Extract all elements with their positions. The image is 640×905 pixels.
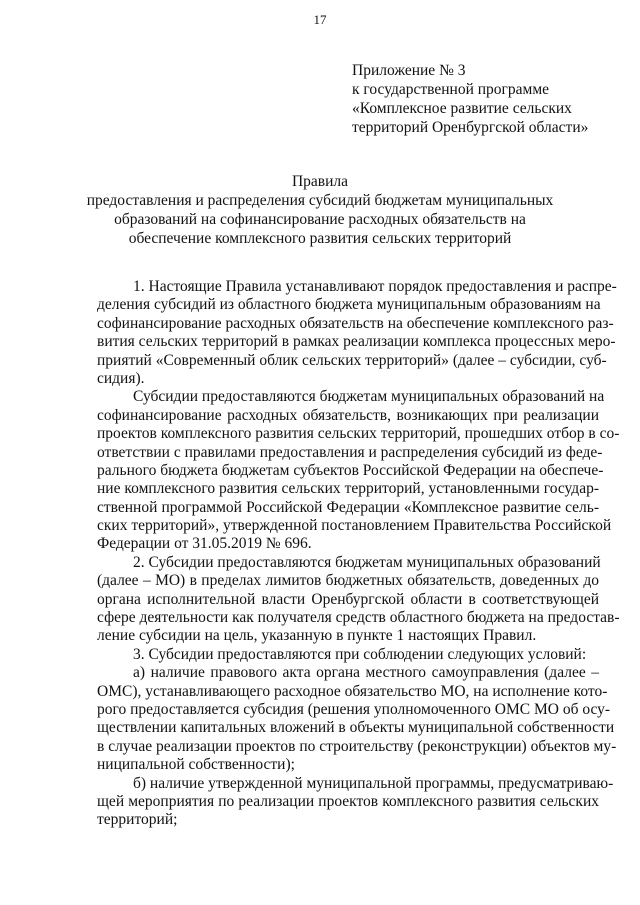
paragraph-1 [97, 278, 617, 388]
text-line: ление субсидии на цель, указанную в пункте 1 настоящих Правил. [97, 627, 537, 645]
text-line: органа исполнительной власти Оренбургской области в соответствующей [97, 590, 599, 608]
paragraph-2 [97, 553, 620, 646]
text-line: ских территорий», утвержденной постановлением Правительства Российской [97, 517, 612, 535]
text-line: софинансирование расходных обязательств на обеспечение комплексного раз- [97, 314, 614, 332]
paragraph-3 [97, 646, 599, 664]
text-line: 1. Настоящие Правила устанавливают порядок предоставления и распре- [133, 278, 617, 295]
condition-b [97, 774, 614, 830]
document-body [97, 278, 620, 830]
text-line: софинансирование расходных обязательств, возникающих при реализации [97, 406, 599, 424]
text-line: щей мероприятия по реализации проектов комплексного развития сельских [97, 792, 599, 810]
text-line: а) наличие правового акта органа местного самоуправления (далее – [133, 664, 599, 682]
text-line: рального бюджета бюджетам субъектов Российской Федерации на обеспече- [97, 461, 604, 479]
appendix-header [352, 61, 588, 137]
text-line: ние комплексного развития сельских территорий, установленными государ- [97, 480, 599, 498]
text-line: Субсидии предоставляются бюджетам муниципальных образований на [133, 388, 605, 406]
appendix-line: территорий Оренбургской области» [352, 119, 589, 136]
condition-a [97, 664, 617, 774]
title-line: обеспечение комплексного развития сельских территорий [128, 230, 512, 247]
text-line: приятий «Современный облик сельских территорий» (далее – субсидии, суб- [97, 351, 607, 369]
text-line: деления субсидий из областного бюджета муниципальным образованиям на [97, 296, 601, 314]
text-line: проектов комплексного развития сельских территорий, прошедших отбор в со- [97, 425, 620, 443]
paragraph-1-continued [97, 388, 620, 554]
text-line: 3. Субсидии предоставляются при соблюдении следующих условий: [133, 645, 587, 663]
text-line: (далее – МО) в пределах лимитов бюджетных обязательств, доведенных до [97, 572, 599, 590]
text-line: сидия). [97, 369, 145, 387]
text-line: ответствии с правилами предоставления и распределения субсидий из феде- [97, 443, 603, 461]
page-number: 17 [313, 12, 327, 27]
text-line: в случае реализации проектов по строительству (реконструкции) объектов му- [97, 737, 617, 755]
text-line: ществлении капитальных вложений в объекты муниципальной собственности [97, 719, 615, 737]
document-title [0, 172, 640, 248]
text-line: ственной программой Российской Федерации «Комплексное развитие сель- [97, 498, 599, 516]
text-line: 2. Субсидии предоставляются бюджетам муниципальных образований [133, 553, 601, 571]
text-line: сфере деятельности как получателя средств областного бюджета на предостав- [97, 609, 620, 627]
text-line: ОМС), устанавливающего расходное обязательство МО, на исполнение кото- [97, 682, 608, 700]
text-line: б) наличие утвержденной муниципальной программы, предусматриваю- [133, 774, 614, 792]
appendix-line: к государственной программе [352, 81, 550, 98]
text-line: рого предоставляется субсидия (решения уполномоченного ОМС МО об осу- [97, 700, 611, 718]
text-line: территорий; [97, 811, 178, 829]
text-line: ниципальной собственности); [97, 756, 295, 774]
text-line: вития сельских территорий в рамках реализации комплекса процессных меро- [97, 333, 616, 351]
text-line: Федерации от 31.05.2019 № 696. [97, 535, 312, 553]
title-line: предоставления и распределения субсидий бюджетам муниципальных [86, 192, 554, 209]
appendix-line: «Комплексное развитие сельских [352, 100, 572, 117]
appendix-line: Приложение № 3 [352, 62, 466, 79]
title-line: образований на софинансирование расходных обязательств на [114, 211, 526, 228]
title-heading: Правила [291, 173, 349, 190]
